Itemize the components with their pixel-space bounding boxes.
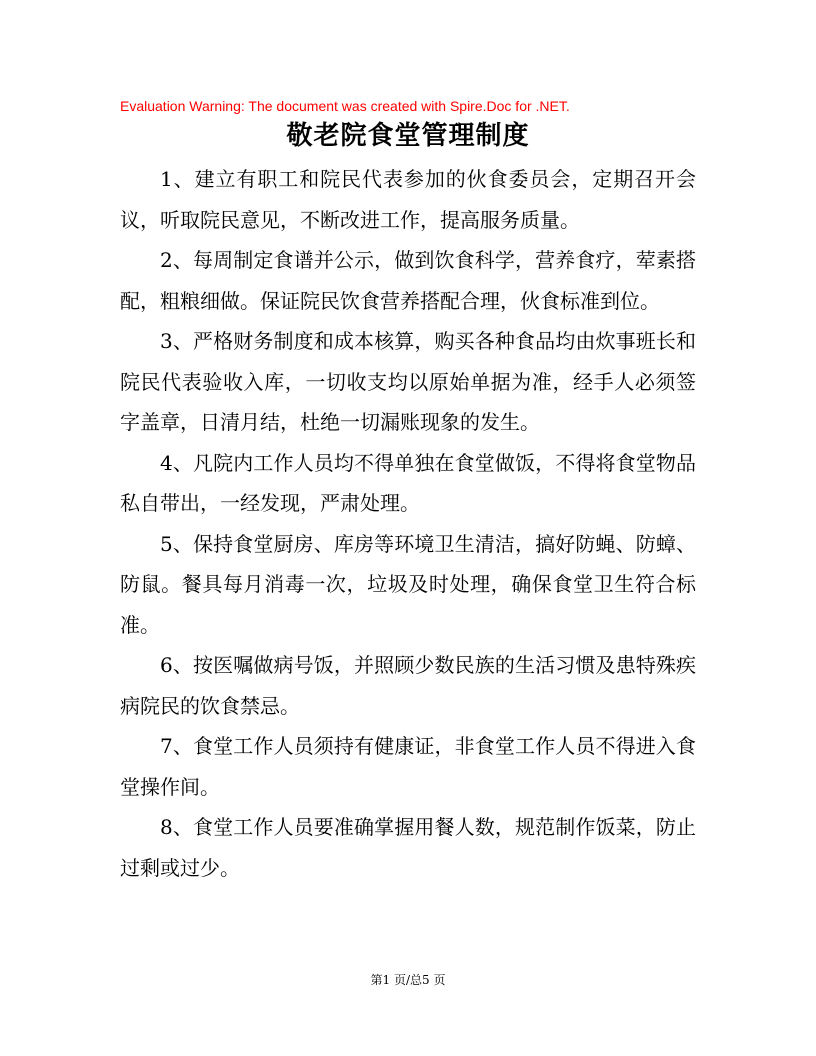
evaluation-warning: Evaluation Warning: The document was created with Spire.Doc for .NET. [120,98,570,114]
paragraph-3: 3、严格财务制度和成本核算，购买各种食品均由炊事班长和院民代表验收入库，一切收支均以原始单据为准，经手人必须签字盖章，日清月结，杜绝一切漏账现象的发生。 [120,329,696,434]
paragraph-1: 1、建立有职工和院民代表参加的伙食委员会，定期召开会议，听取院民意见，不断改进工作，提高服务质量。 [120,167,696,232]
paragraph-2: 2、每周制定食谱并公示，做到饮食科学，营养食疗，荤素搭配，粗粮细做。保证院民饮食营养搭配合理，伙食标准到位。 [120,248,696,313]
paragraph-8: 8、食堂工作人员要准确掌握用餐人数，规范制作饭菜，防止过剩或过少。 [120,815,696,880]
paragraph-4: 4、凡院内工作人员均不得单独在食堂做饭，不得将食堂物品私自带出，一经发现，严肃处理。 [120,450,696,515]
paragraph-5: 5、保持食堂厨房、库房等环境卫生清洁，搞好防蝇、防蟑、防鼠。餐具每月消毒一次，垃圾及时处理，确保食堂卫生符合标准。 [120,531,696,637]
paragraph-6: 6、按医嘱做病号饭，并照顾少数民族的生活习惯及患特殊疾病院民的饮食禁忌。 [120,653,696,718]
page-number-footer: 第1 页/总5 页 [370,973,446,987]
document-title: 敬老院食堂管理制度 [286,121,530,151]
document-body [120,159,696,888]
paragraph-7: 7、食堂工作人员须持有健康证，非食堂工作人员不得进入食堂操作间。 [120,734,696,799]
